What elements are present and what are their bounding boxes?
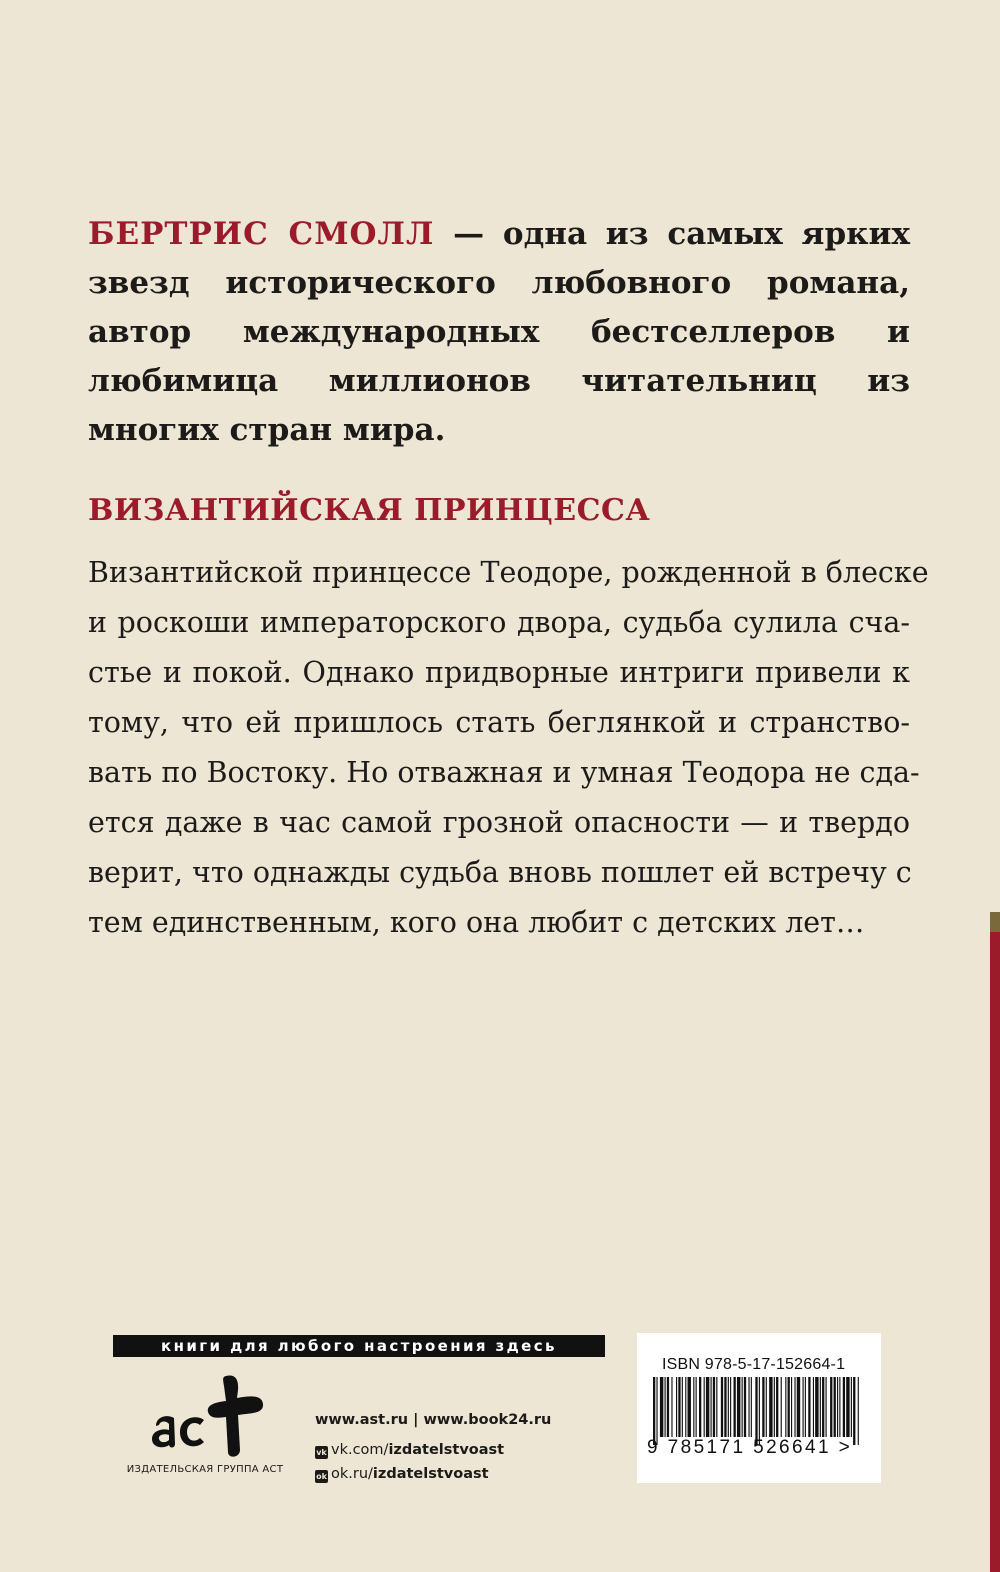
barcode-bar — [688, 1377, 691, 1437]
barcode-bar — [803, 1377, 804, 1437]
barcode-bar — [822, 1377, 824, 1437]
barcode-bar — [813, 1377, 814, 1437]
annotation-line: и роскоши императорского двора, судьба сулила сча- — [88, 606, 910, 639]
barcode-bar — [656, 1377, 657, 1445]
vk-icon: vk — [316, 1448, 327, 1457]
barcode-bar — [791, 1377, 792, 1437]
barcode-bar — [671, 1377, 672, 1437]
author-blurb — [88, 210, 910, 455]
barcode-bar — [759, 1377, 760, 1445]
barcode-bar — [830, 1377, 832, 1437]
annotation-line: тому, что ей пришлось стать беглянкой и странство- — [88, 706, 910, 739]
vk-prefix: vk.com/ — [331, 1442, 389, 1458]
barcode-bar — [785, 1377, 786, 1437]
isbn-barcode-box — [637, 1333, 881, 1483]
barcode-bar — [781, 1377, 782, 1437]
barcode-bar — [788, 1377, 790, 1437]
ok-icon: ok — [316, 1472, 327, 1481]
ok-prefix: ok.ru/ — [331, 1466, 373, 1482]
barcode-bar — [660, 1377, 663, 1437]
barcode-bar — [762, 1377, 764, 1437]
isbn-label: ISBN 978-5-17-152664-1 — [662, 1356, 846, 1373]
barcode-bar — [653, 1377, 655, 1445]
barcode-bar — [805, 1377, 806, 1437]
publisher-name: ИЗДАТЕЛЬСКАЯ ГРУППА АСТ — [126, 1464, 284, 1475]
barcode-bar — [851, 1377, 852, 1437]
annotation-line: вать по Востоку. Но отважная и умная Теодора не сда- — [88, 756, 920, 789]
barcode-bar — [797, 1377, 800, 1437]
barcode-bar — [776, 1377, 778, 1437]
publisher-contacts — [315, 1408, 551, 1486]
barcode-bar — [853, 1377, 855, 1445]
barcode-bar — [713, 1377, 715, 1437]
publisher-logo — [120, 1368, 290, 1488]
ast-logo-icon — [142, 1368, 268, 1460]
author-blurb-text: — одна из самых ярких звезд исторического любовного романа, автор международных бестселлеров и любимица миллионов читательниц из многих стран мира. — [88, 216, 910, 448]
vk-link[interactable] — [315, 1438, 551, 1462]
barcode-bar — [696, 1377, 697, 1437]
barcode-bar — [682, 1377, 683, 1437]
barcode-bar — [755, 1377, 757, 1445]
barcode-bar — [716, 1377, 717, 1437]
barcode-bar — [808, 1377, 810, 1437]
barcode-bar — [678, 1377, 680, 1437]
barcode-bar — [751, 1377, 752, 1437]
barcode-bar — [676, 1377, 677, 1437]
annotation-line: ется даже в час самой грозной опасности — и твердо — [88, 806, 910, 839]
barcode-bar — [766, 1377, 767, 1437]
barcode-bar — [685, 1377, 686, 1437]
barcode-bar — [665, 1377, 666, 1437]
barcode-bar — [826, 1377, 827, 1437]
barcode-bar — [843, 1377, 845, 1437]
barcode-bar — [748, 1377, 749, 1437]
barcode-bar — [728, 1377, 729, 1437]
ok-link[interactable] — [315, 1462, 551, 1486]
barcode-digits: 9 785171 526641 > — [647, 1437, 853, 1458]
barcode-bar — [734, 1377, 736, 1437]
barcode-bar — [839, 1377, 840, 1437]
book-annotation — [88, 548, 929, 948]
barcode-bar — [721, 1377, 723, 1437]
ok-handle: izdatelstvoast — [372, 1466, 489, 1482]
barcode-bar — [706, 1377, 709, 1437]
annotation-line: стье и покой. Однако придворные интриги привели к — [88, 656, 910, 689]
barcode-bar — [742, 1377, 743, 1437]
barcode-bar — [667, 1377, 669, 1437]
barcode-bar — [730, 1377, 731, 1437]
barcode-bar — [794, 1377, 795, 1437]
website-links[interactable]: www.ast.ru | www.book24.ru — [315, 1412, 552, 1428]
barcode-bar — [704, 1377, 705, 1437]
vk-handle: izdatelstvoast — [388, 1442, 505, 1458]
book-title: ВИЗАНТИЙСКАЯ ПРИНЦЕССА — [88, 493, 651, 528]
annotation-line: верит, что однажды судьба вновь пошлет ей встречу с — [88, 856, 912, 889]
barcode-bar — [834, 1377, 836, 1437]
barcode-bar — [737, 1377, 740, 1437]
barcode-bar — [769, 1377, 772, 1437]
barcode-bar — [837, 1377, 838, 1437]
barcode-bar — [820, 1377, 821, 1437]
barcode-bar — [699, 1377, 701, 1437]
barcode-bar — [858, 1377, 859, 1445]
barcode-bar — [774, 1377, 775, 1437]
barcode-bar — [724, 1377, 726, 1437]
barcode-bar — [846, 1377, 849, 1437]
barcode-bar — [711, 1377, 712, 1437]
author-name: БЕРТРИС СМОЛЛ — [88, 216, 435, 252]
barcode-bar — [815, 1377, 818, 1437]
annotation-line: тем единственным, кого она любит с детских лет… — [88, 906, 865, 939]
spine-color-bar — [990, 912, 1000, 1572]
tagline-banner: книги для любого настроения здесь — [113, 1335, 605, 1357]
barcode-bar — [693, 1377, 694, 1437]
barcode-bar — [744, 1377, 746, 1437]
annotation-line: Византийской принцессе Теодоре, рожденной в блеске — [88, 556, 929, 589]
